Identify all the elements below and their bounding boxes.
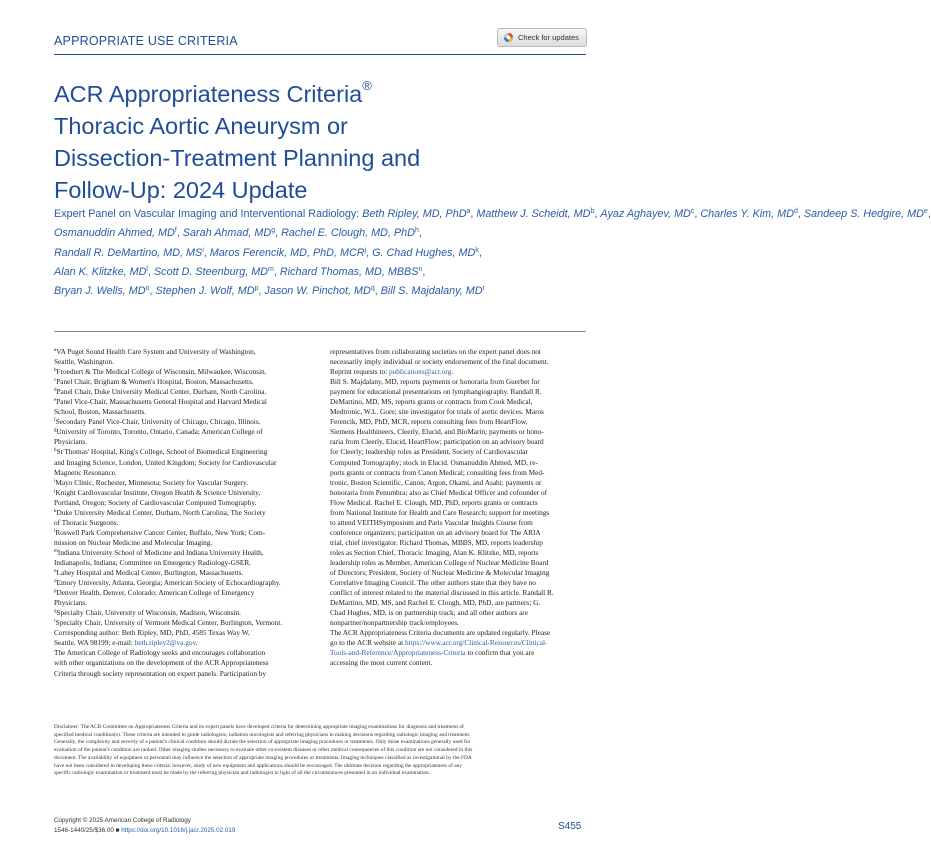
check-for-updates-button[interactable]	[497, 28, 587, 47]
doi-link[interactable]: https://doi.org/10.1016/j.jacr.2025.02.019	[121, 827, 236, 834]
affiliation-mark: i	[54, 478, 56, 484]
author-list	[54, 205, 931, 301]
affiliation-line	[54, 588, 310, 598]
disclosure-line-text: tronic, Boston Scientific, Canon, Argon, Okami, and Asahi; payments or	[330, 477, 542, 487]
disclaimer-line: document. The availability of equipment or personnel may influence the selection of appropriate imaging procedures or treatments. Imaging techniques classified as investigational by the FDA	[54, 754, 472, 761]
author-name: Maros Ferencik, MD, PhD, MCR	[209, 246, 365, 259]
disclosure-line-text: Bill S. Majdalany, MD, reports payments or honoraria from Guerbet for	[330, 377, 540, 387]
disclosure-line	[330, 518, 586, 528]
disclosure-line	[330, 357, 586, 367]
section-divider	[54, 331, 586, 332]
affiliation-line	[54, 427, 310, 437]
affiliation-line	[54, 468, 310, 478]
author-name: G. Chad Hughes, MD	[372, 246, 476, 259]
affiliation-mark: o	[54, 579, 57, 585]
affiliation-line-text: Panel Chair, Duke University Medical Center, Durham, North Carolina.	[56, 387, 267, 397]
disclaimer-line: Generally, the complexity and severity of a patient's clinical condition should dictate the selection of appropriate imaging procedures or treatments. Only those examinations generally used for	[54, 739, 471, 746]
affiliation-line-text: Magnetic Resonance.	[54, 467, 117, 477]
author-affiliation-mark[interactable]: b	[590, 208, 595, 215]
affiliation-line-text: Indiana University School of Medicine and Indiana University Health,	[57, 547, 264, 557]
disclosure-line	[330, 598, 586, 608]
affiliation-mark: f	[54, 418, 56, 424]
affiliation-line	[54, 578, 310, 588]
footer-issn-doi	[54, 827, 235, 834]
disclosure-line	[330, 488, 586, 498]
affiliation-line	[54, 367, 310, 377]
disclosure-line	[330, 578, 586, 588]
affiliation-line-text: Seattle, Washington.	[54, 357, 114, 367]
disclosure-line	[330, 588, 586, 598]
check-for-updates-label: Check for updates	[518, 33, 579, 42]
author-name: Rachel E. Clough, MD, PhD	[281, 227, 415, 240]
disclosure-line	[330, 447, 586, 457]
affiliation-mark: k	[54, 508, 57, 514]
disclosure-line	[330, 478, 586, 488]
author-line: Randall R. DeMartino, MD, $MS^i$, Maros Ferencik, MD, PhD, MCR$^j$, G. Chad Hughes, $MD^k$,	[54, 246, 482, 259]
disclosure-line	[330, 498, 586, 508]
affiliation-line	[54, 417, 310, 427]
disclosure-line-text: Chad Hughes, MD, is on partnership track; and all other authors are	[330, 608, 528, 618]
affiliation-line-tail: .	[195, 638, 198, 648]
affiliation-line-text: mission on Nuclear Medicine and Molecular Imaging.	[54, 537, 213, 547]
disclosure-line	[330, 437, 586, 447]
affiliation-line-text: Froedtert & The Medical College of Wisconsin, Milwaukee, Wisconsin.	[56, 367, 267, 377]
footer-copyright: Copyright © 2025 American College of Radiology	[54, 817, 191, 824]
affiliation-mark: m	[54, 548, 58, 554]
affiliation-line-text: Roswell Park Comprehensive Cancer Center, Buffalo, New York; Com-	[55, 527, 266, 537]
disclosure-line	[330, 427, 586, 437]
disclosure-line-text: Medtronic, W.L. Gore; site investigator for trials of aortic devices. Maros	[330, 407, 544, 417]
disclosure-line-text: DeMartino, MD, MS, reports grants or contracts from Cook Medical,	[330, 397, 533, 407]
disclosure-line-text: representatives from collaborating societies on the expert panel does not	[330, 347, 541, 356]
affiliation-mark: a	[54, 348, 57, 353]
affiliation-line-text: Portland, Oregon; Society of Cardiovascular Computed Tomography.	[54, 497, 257, 507]
affiliation-line	[54, 478, 310, 488]
disclosure-line-text: roles as Section Chief, Thoracic Imaging, Alan K. Klitzke, MD, reports	[330, 547, 539, 557]
disclosure-line-text: honoraria from Penumbra; also as Chief Medical Officer and cofounder of	[330, 487, 548, 497]
disclosure-line-text: Reprint requests to:	[330, 367, 389, 377]
affiliation-line-text: University of Toronto, Toronto, Ontario, Canada; American College of	[56, 427, 263, 437]
disclaimer-line: specified medical condition(s). These criteria are intended to guide radiologists, radiation oncologists and referring physicians in making decisions regarding radiologic imaging and treatment.	[54, 731, 471, 738]
affiliations-column	[54, 347, 310, 679]
affiliation-mark: e	[54, 398, 57, 404]
author-name: Matthew J. Scheidt, MD	[476, 208, 591, 220]
affiliation-line-text: Denver Health, Denver, Colorado; American College of Emergency	[56, 588, 255, 598]
affiliation-line	[54, 488, 310, 498]
affiliation-line	[54, 628, 310, 638]
affiliation-line	[54, 397, 310, 407]
page-number: S455	[558, 821, 582, 832]
disclosure-line	[330, 417, 586, 427]
affiliation-line-text: Indianapolis, Indiana; Committee on Emergency Radiology-GSER.	[54, 557, 252, 567]
affiliation-line-text: of Thoracic Surgeons.	[54, 517, 119, 527]
disclosure-line	[330, 508, 586, 518]
disclosure-line	[330, 568, 586, 578]
disclosure-line	[330, 407, 586, 417]
disclosure-line-text: conference organizers; participation on an advisory board for The ARIA	[330, 527, 541, 537]
disclosure-line	[330, 367, 586, 377]
author-name: Richard Thomas, MD, MBBS	[279, 265, 419, 278]
disclosure-line	[330, 628, 586, 638]
disclosure-line-text: raria from Cleerly, Elucid, HeartFlow; participation on an advisory board	[330, 437, 544, 447]
affiliation-line-text: VA Puget Sound Health Care System and University of Washington,	[56, 347, 256, 356]
affiliation-line-text: Physicians.	[54, 437, 88, 447]
disclosure-line-text: Ferencik, MD, PhD, MCR, reports consulting fees from HeartFlow,	[330, 417, 528, 427]
affiliation-line	[54, 447, 310, 457]
affiliation-mark: h	[54, 448, 57, 454]
title-line: ACR Appropriateness Criteria®	[54, 78, 372, 107]
disclosure-line-text: from National Institute for Health and Care Research; support for meetings	[330, 507, 550, 517]
affiliation-line	[54, 638, 310, 648]
disclosure-line	[330, 638, 586, 648]
footer-separator: ■	[113, 827, 122, 834]
affiliation-line	[54, 648, 310, 658]
author-affiliation-mark[interactable]: l	[146, 265, 148, 273]
affiliation-line	[54, 528, 310, 538]
affiliation-line	[54, 518, 310, 528]
disclosure-line	[330, 528, 586, 538]
affiliation-line	[54, 357, 310, 367]
author-line: Alan K. Klitzke, $MD^l$, Scott D. Steenburg, $MD^m$, Richard Thomas, MD, MBBS$^n$,	[54, 265, 426, 278]
author-line: Expert Panel on Vascular Imaging and Interventional Radiology: Beth Ripley, MD, PhD$^a$, Matthew J. Scheidt, $MD^b$, Ayaz Aghayev, $MD^c$, Charles Y. Kim, $MD^d$, Sandeep S. Hedgire, MDe,	[54, 208, 931, 220]
author-affiliation-mark[interactable]: n	[418, 265, 423, 273]
author-affiliation-mark[interactable]: p	[254, 285, 259, 293]
affiliation-line-text: Mayo Clinic, Rochester, Minnesota; Society for Vascular Surgery.	[55, 477, 249, 487]
author-affiliation-mark[interactable]: j	[364, 246, 367, 254]
disclosure-line-text: Correlative Imaging Council. The other authors state that they have no	[330, 578, 536, 588]
disclosure-line-text: of Directors; President, Society of Nuclear Medicine & Molecular Imaging	[330, 568, 550, 578]
affiliation-mark: p	[54, 589, 57, 595]
author-affiliation-mark[interactable]: c	[690, 208, 695, 215]
disclosure-line-tail: to confirm that you are	[465, 648, 535, 658]
affiliation-line	[54, 377, 310, 387]
author-affiliation-mark[interactable]: d	[793, 208, 798, 215]
disclosure-line	[330, 618, 586, 628]
disclosure-line-text: conflict of interest related to the material discussed in this article. Randall R.	[330, 588, 554, 598]
affiliation-mark: b	[54, 368, 57, 374]
disclosure-line-text: to attend VEITHSymposium and Paris Vascular Insights Course from	[330, 517, 533, 527]
affiliation-line	[54, 347, 310, 357]
disclosure-line	[330, 608, 586, 618]
disclosure-line-text: leadership roles as Member, American College of Nuclear Medicine Board	[330, 557, 549, 567]
disclaimer	[54, 724, 586, 778]
author-line: Osmanuddin Ahmed, $MD^f$, Sarah Ahmad, $MD^g$, Rachel E. Clough, MD, PhD$^h$,	[54, 227, 422, 240]
affiliation-line	[54, 407, 310, 417]
author-affiliation-mark[interactable]: a	[466, 208, 471, 215]
disclosures-column	[330, 347, 586, 669]
author-name: Stephen J. Wolf, MD	[155, 285, 255, 298]
section-label: APPROPRIATE USE CRITERIA	[54, 34, 238, 48]
disclosure-line	[330, 648, 586, 658]
affiliation-line-text: Emory University, Atlanta, Georgia; American Society of Echocardiography.	[56, 578, 281, 588]
affiliation-mark: l	[54, 528, 56, 534]
author-name: Sarah Ahmad, MD	[182, 227, 272, 240]
disclosure-line	[330, 397, 586, 407]
inline-link[interactable]: publications@acr.org	[388, 367, 452, 377]
disclosure-line-text: nonpartner/nonpartnership track/employees.	[330, 618, 459, 628]
header-rule	[54, 54, 586, 55]
affiliation-line-text: Duke University Medical Center, Durham, North Carolina; The Society	[56, 507, 266, 517]
disclosure-line	[330, 548, 586, 558]
affiliation-line-text: School, Boston, Massachusetts.	[54, 407, 147, 417]
author-name: Jason W. Pinchot, MD	[264, 285, 371, 298]
inline-link[interactable]: https://www.acr.org/Clinical-Resources/Clinical-	[405, 638, 548, 648]
affiliation-line-text: The American College of Radiology seeks and encourages collaboration	[54, 648, 266, 658]
author-affiliation-mark[interactable]: q	[370, 285, 375, 293]
affiliation-mark: j	[54, 488, 56, 494]
affiliation-line	[54, 458, 310, 468]
author-affiliation-mark[interactable]: o	[145, 285, 150, 293]
title-line: Dissection-Treatment Planning and	[54, 145, 421, 171]
author-affiliation-mark[interactable]: r	[482, 285, 485, 293]
affiliation-line-text: Corresponding author: Beth Ripley, MD, PhD, 4585 Texas Way W,	[54, 628, 250, 638]
disclosure-line	[330, 458, 586, 468]
author-name: Bryan J. Wells, MD	[54, 285, 146, 298]
author-affiliation-mark[interactable]: h	[414, 227, 419, 235]
disclosure-line-text: necessarily imply individual or society endorsement of the final document.	[330, 357, 549, 367]
affiliation-line-text: Secondary Panel Vice-Chair, University of Chicago, Chicago, Illinois.	[55, 417, 261, 427]
affiliation-line-text: with other organizations on the development of the ACR Appropriateness	[54, 658, 269, 668]
affiliation-mark: g	[54, 428, 57, 434]
disclosure-line-text: payment for educational presentations on lymphangiography. Randall R.	[330, 387, 542, 397]
author-name: Osmanuddin Ahmed, MD	[54, 227, 175, 240]
affiliation-line-text: Panel Chair, Brigham & Women's Hospital, Boston, Massachusetts.	[56, 377, 254, 387]
affiliation-line-text: Specialty Chair, University of Wisconsin, Madison, Wisconsin.	[56, 608, 241, 618]
author-name: Charles Y. Kim, MD	[700, 208, 794, 220]
disclosure-line	[330, 468, 586, 478]
affiliation-line-text: and Imaging Science, London, United Kingdom; Society for Cardiovascular	[54, 457, 277, 467]
affiliation-line-text: Criteria through society representation on expert panels. Participation by	[54, 668, 267, 678]
disclosure-line-text: Siemens Healthineers, Cleerly, Elucid, and BioMarin; payments or hono-	[330, 427, 544, 437]
affiliation-line-text: Panel Vice-Chair, Massachusetts General Hospital and Harvard Medical	[56, 397, 267, 407]
disclosure-line-text: accessing the most current content.	[330, 658, 433, 668]
registered-mark: ®	[362, 78, 372, 93]
author-name: Bill S. Majdalany, MD	[380, 285, 483, 298]
author-affiliation-mark[interactable]: f	[174, 227, 177, 235]
disclosure-line	[330, 658, 586, 668]
crossmark-icon	[503, 32, 514, 43]
affiliation-line	[54, 558, 310, 568]
affiliation-line-text: Physicians.	[54, 598, 88, 608]
author-affiliation-mark[interactable]: m	[268, 265, 274, 273]
affiliation-line	[54, 618, 310, 628]
affiliation-line	[54, 658, 310, 668]
inline-link[interactable]: beth.ripley2@va.gov	[134, 638, 196, 648]
author-name: Beth Ripley, MD, PhD	[362, 208, 467, 220]
affiliation-line-text: Knight Cardiovascular Institute, Oregon Health & Science University,	[55, 487, 261, 497]
panel-prefix: Expert Panel on Vascular Imaging and Interventional Radiology:	[54, 208, 360, 220]
disclosure-line-text: Flow Medical. Rachel E. Clough, MD, PhD, reports grants or contracts	[330, 497, 538, 507]
author-affiliation-mark[interactable]: e	[923, 208, 928, 215]
author-name: Ayaz Aghayev, MD	[600, 208, 691, 220]
disclosure-line	[330, 538, 586, 548]
disclaimer-line: Disclaimer: The ACR Committee on Appropriateness Criteria and its expert panels have developed criteria for determining appropriate imaging examinations for diagnosis and treatment of	[54, 724, 464, 730]
affiliation-line	[54, 387, 310, 397]
disclosure-line	[330, 558, 586, 568]
author-name: Randall R. DeMartino, MD, MS	[54, 246, 203, 259]
author-name: Scott D. Steenburg, MD	[153, 265, 268, 278]
article-title	[54, 78, 574, 206]
title-line: Follow-Up: 2024 Update	[54, 177, 308, 203]
affiliation-line	[54, 548, 310, 558]
affiliation-line-text: Lahey Hospital and Medical Center, Burlington, Massachusetts.	[56, 568, 244, 578]
author-name: Alan K. Klitzke, MD	[54, 265, 147, 278]
disclosure-line-tail: .	[451, 367, 454, 377]
inline-link[interactable]: Tools-and-Reference/Appropriateness-Criteria	[330, 648, 466, 658]
disclosure-line	[330, 377, 586, 387]
disclosure-line-text: for Cleerly; leadership roles as President, Society of Cardiovascular	[330, 447, 528, 457]
affiliation-line	[54, 508, 310, 518]
author-affiliation-mark[interactable]: g	[271, 227, 276, 235]
disclosure-line	[330, 347, 586, 357]
affiliation-line	[54, 598, 310, 608]
disclosure-line-text: go to the ACR website at	[330, 638, 405, 648]
affiliation-mark: n	[54, 569, 57, 575]
author-affiliation-mark[interactable]: k	[475, 246, 479, 254]
title-line: Thoracic Aortic Aneurysm or	[54, 113, 348, 139]
affiliation-line-text: St Thomas' Hospital, King's College, School of Biomedical Engineering	[56, 447, 268, 457]
affiliation-line	[54, 437, 310, 447]
disclosure-line-text: trial, chief investigator. Richard Thomas, MBBS, MD, reports leadership	[330, 537, 543, 547]
disclosure-line-text: The ACR Appropriateness Criteria documents are updated regularly. Please	[330, 628, 551, 638]
disclaimer-line: specific radiologic examination or treatment must be made by the referring physician and radiologist in light of all the circumstances presented in an individual examination.	[54, 770, 431, 777]
affiliation-line	[54, 498, 310, 508]
affiliation-line	[54, 669, 310, 679]
affiliation-mark: r	[54, 619, 56, 625]
disclosure-line	[330, 387, 586, 397]
affiliation-line-text: Seattle, WA 98199; e-mail:	[54, 638, 135, 648]
affiliation-line	[54, 608, 310, 618]
disclosure-line-text: ports grants or contracts from Canon Medical; consulting fees from Med-	[330, 467, 545, 477]
disclaimer-line: evaluation of the patient's condition are ranked. Other imaging studies necessary to evaluate other co-existent diseases or other medical consequences of this condition are not considered in this	[54, 747, 473, 754]
affiliation-mark: c	[54, 378, 57, 384]
disclosure-line-text: Computed Tomography; stock in Elucid. Osmanuddin Ahmed, MD, re-	[330, 457, 538, 467]
author-name: Sandeep S. Hedgire, MD	[803, 208, 924, 220]
affiliation-line	[54, 538, 310, 548]
disclosure-line-text: DeMartino, MD, MS, and Rachel E. Clough, MD, PhD, are partners; G.	[330, 598, 541, 608]
disclaimer-line: have not been considered in developing these criteria; however, study of new equipment and applications should be encouraged. The ultimate decision regarding the appropriateness of any	[54, 762, 463, 769]
author-line: Bryan J. Wells, $MD^o$, Stephen J. Wolf, $MD^p$, Jason W. Pinchot, $MD^q$, Bill S. Majdalany, $MD^r$	[54, 285, 485, 298]
affiliation-line-text: Specialty Chair, University of Vermont Medical Center, Burlington, Vermont.	[55, 618, 283, 628]
footer-issn: 1546-1440/25/$36.00	[54, 827, 114, 834]
affiliation-mark: q	[54, 609, 57, 615]
author-affiliation-mark[interactable]: i	[202, 246, 204, 254]
affiliation-line	[54, 568, 310, 578]
affiliation-mark: d	[54, 388, 57, 394]
